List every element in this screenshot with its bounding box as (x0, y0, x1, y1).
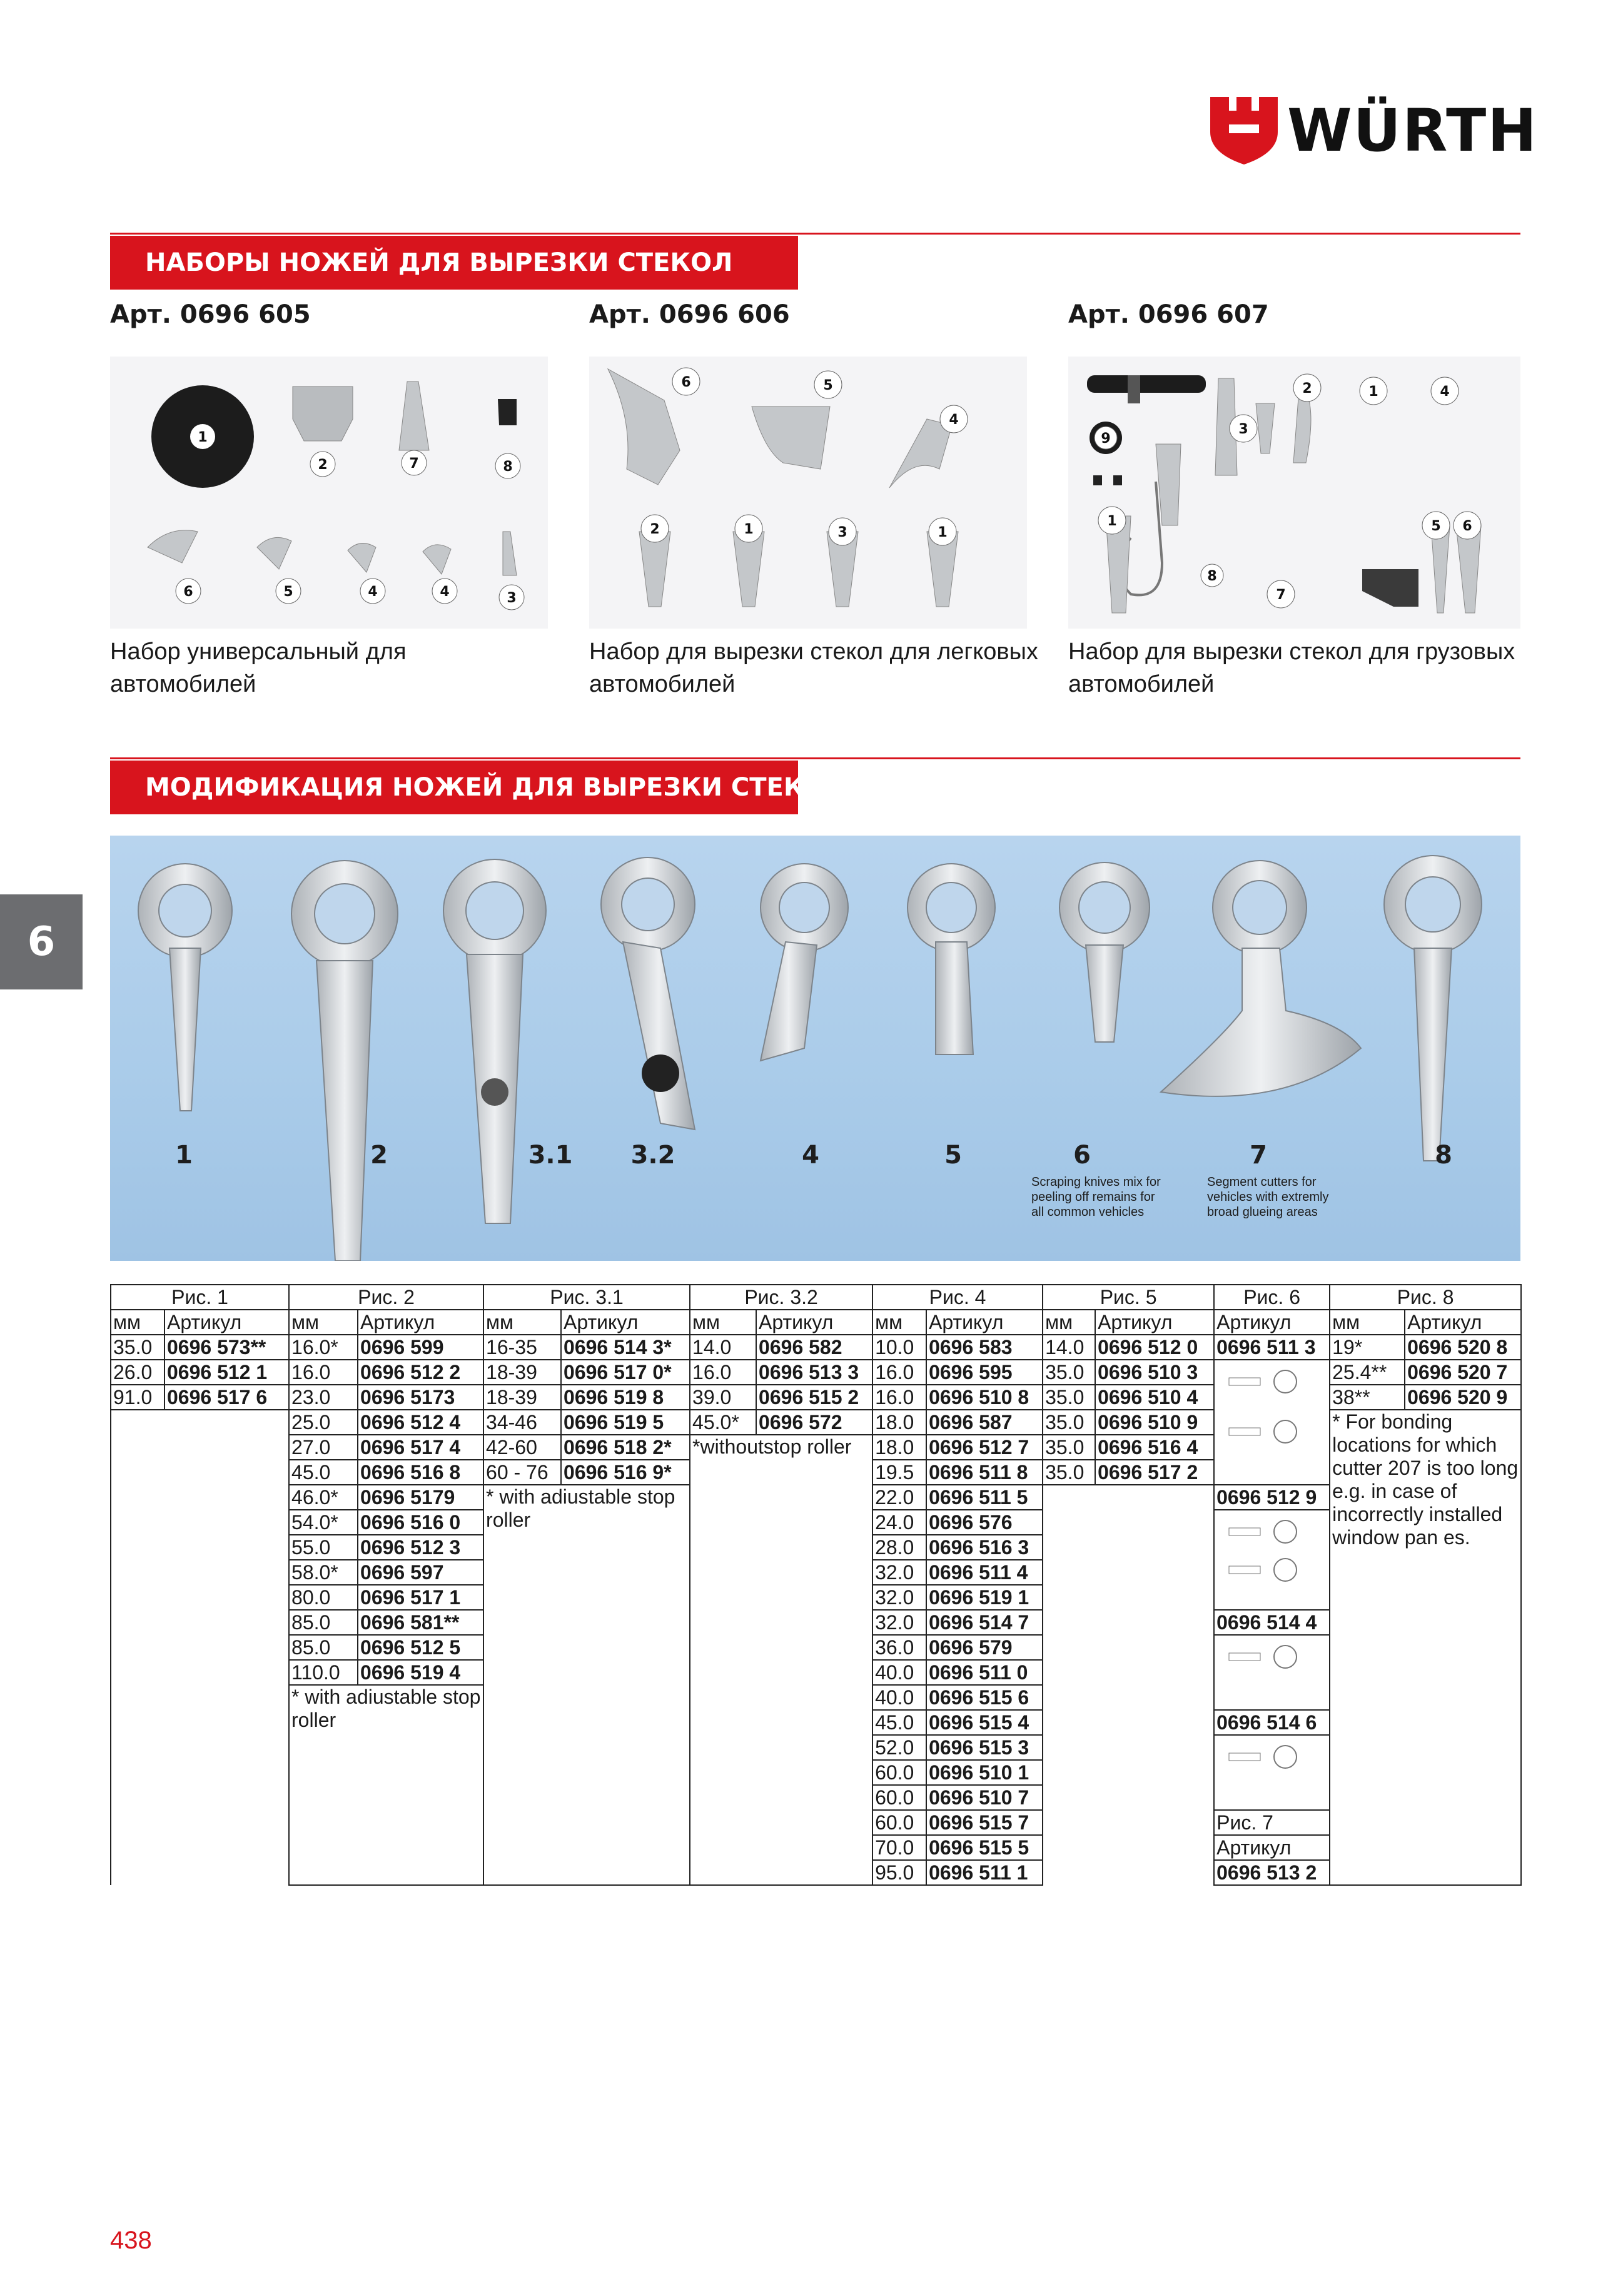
article-cell: 0696 519 8 (561, 1385, 690, 1410)
section-title-sets: НАБОРЫ НОЖЕЙ ДЛЯ ВЫРЕЗКИ СТЕКОЛ (110, 236, 798, 290)
fig-header: Рис. 1 (111, 1285, 289, 1310)
fig-num-8: 8 (1435, 1141, 1452, 1170)
size-cell: 52.0 (872, 1735, 926, 1760)
article-cell: 0696 511 0 (926, 1660, 1043, 1685)
blade-diagram-icon (1229, 1370, 1297, 1393)
set-caption-2 (589, 635, 1052, 700)
article-cell: 0696 516 8 (358, 1460, 483, 1485)
size-cell: 18-39 (483, 1360, 561, 1385)
set-art-2: Арт. 0696 606 (589, 300, 790, 329)
size-cell: 110.0 (289, 1660, 358, 1685)
size-cell: 80.0 (289, 1585, 358, 1610)
set2-label-5: 3 (837, 525, 847, 540)
set-caption-2-line1: Набор для вырезки стекол для легковых (589, 639, 1038, 665)
size-cell: 24.0 (872, 1510, 926, 1535)
footnote-cell: *withoutstop roller (690, 1435, 872, 1885)
article-cell: 0696 514 6 (1214, 1710, 1330, 1735)
size-cell: 28.0 (872, 1535, 926, 1560)
article-cell: 0696 520 7 (1405, 1360, 1521, 1385)
article-cell: 0696 515 4 (926, 1710, 1043, 1735)
size-cell: 70.0 (872, 1835, 926, 1860)
size-cell: 35.0 (1043, 1385, 1095, 1410)
set1-label-5: 5 (283, 584, 293, 600)
set2-label-1: 5 (823, 378, 833, 393)
size-cell: 10.0 (872, 1335, 926, 1360)
table-subheader-row (111, 1310, 1521, 1335)
set-caption-1-line2: автомобилей (110, 671, 256, 697)
size-cell: 60.0 (872, 1760, 926, 1785)
fig-header: Рис. 4 (872, 1285, 1043, 1310)
article-cell: 0696 514 3* (561, 1335, 690, 1360)
footnote-cell: * For bonding locations for which cutter 207 is too long e.g. in case of incorrectly installed window pan es. (1330, 1410, 1521, 1885)
fig-header: Рис. 6 (1214, 1285, 1330, 1310)
article-cell: 0696 516 9* (561, 1460, 690, 1485)
size-cell: 60 - 76 (483, 1460, 561, 1485)
section-title-mods: МОДИФИКАЦИЯ НОЖЕЙ ДЛЯ ВЫРЕЗКИ СТЕКОЛ (110, 761, 798, 814)
set1-label-4: 6 (183, 584, 193, 600)
size-cell: 22.0 (872, 1485, 926, 1510)
article-cell: 0696 510 1 (926, 1760, 1043, 1785)
article-cell: 0696 512 3 (358, 1535, 483, 1560)
blade-diagram-cell (1214, 1735, 1330, 1810)
fig-num-5: 5 (944, 1141, 962, 1170)
set-image-universal (110, 357, 548, 629)
article-cell: 0696 512 2 (358, 1360, 483, 1385)
size-cell: 35.0 (1043, 1460, 1095, 1485)
set3-label-0: 2 (1302, 381, 1312, 397)
set3-label-9: 7 (1276, 587, 1286, 603)
blade-diagram-cell (1214, 1635, 1330, 1710)
article-cell: 0696 514 7 (926, 1610, 1043, 1635)
article-cell: 0696 512 5 (358, 1635, 483, 1660)
set1-label-2: 7 (409, 456, 419, 472)
article-cell: 0696 516 0 (358, 1510, 483, 1535)
size-cell: 25.4** (1330, 1360, 1405, 1385)
size-cell: 60.0 (872, 1810, 926, 1835)
set3-label-4: 3 (1238, 422, 1248, 437)
set3-label-1: 1 (1368, 384, 1378, 400)
article-cell: 0696 519 4 (358, 1660, 483, 1685)
size-cell: 95.0 (872, 1860, 926, 1885)
fig-header: Рис. 3.1 (483, 1285, 690, 1310)
table-row (111, 1335, 1521, 1360)
art-header: Артикул (561, 1310, 690, 1335)
size-cell: 55.0 (289, 1535, 358, 1560)
set-caption-3-line1: Набор для вырезки стекол для грузовых (1068, 639, 1515, 665)
fig-header: Рис. 8 (1330, 1285, 1521, 1310)
set1-label-8: 3 (507, 590, 517, 606)
blade-diagram-cell (1214, 1360, 1330, 1485)
size-cell: 32.0 (872, 1610, 926, 1635)
fig-num-6: 6 (1073, 1141, 1091, 1170)
article-cell: 0696 514 4 (1214, 1610, 1330, 1635)
article-cell: 0696 513 2 (1214, 1860, 1330, 1885)
table-row (111, 1360, 1521, 1385)
article-cell: 0696 515 5 (926, 1835, 1043, 1860)
article-cell: 0696 510 4 (1095, 1385, 1214, 1410)
size-cell: 40.0 (872, 1685, 926, 1710)
article-cell: 0696 583 (926, 1335, 1043, 1360)
size-cell: 85.0 (289, 1635, 358, 1660)
blade-diagram-icon (1229, 1646, 1297, 1668)
size-cell: 23.0 (289, 1385, 358, 1410)
size-cell: 19* (1330, 1335, 1405, 1360)
blade-diagram-icon (1229, 1746, 1297, 1768)
article-cell: 0696 587 (926, 1410, 1043, 1435)
article-cell: 0696 519 5 (561, 1410, 690, 1435)
set3-label-6: 8 (1207, 569, 1217, 584)
size-cell: 39.0 (690, 1385, 756, 1410)
mm-header: мм (1043, 1310, 1095, 1335)
size-cell: 25.0 (289, 1410, 358, 1435)
fig-header: Рис. 3.2 (690, 1285, 872, 1310)
article-cell: 0696 517 2 (1095, 1460, 1214, 1485)
set3-label-2: 4 (1440, 384, 1450, 400)
article-cell: 0696 513 3 (756, 1360, 872, 1385)
article-cell: 0696 512 1 (164, 1360, 289, 1385)
article-cell: 0696 517 6 (164, 1385, 289, 1410)
set3-label-5: 1 (1107, 513, 1117, 529)
article-cell: 0696 572 (756, 1410, 872, 1435)
size-cell: 45.0* (690, 1410, 756, 1435)
article-cell: 0696 511 1 (926, 1860, 1043, 1885)
set-caption-1-line1: Набор универсальный для (110, 639, 407, 665)
article-cell: 0696 5173 (358, 1385, 483, 1410)
set3-label-3: 9 (1101, 431, 1111, 447)
fig-note-6: Scraping knives mix for peeling off remains for all common vehicles (1031, 1175, 1161, 1219)
size-cell: 32.0 (872, 1585, 926, 1610)
brand-name: WÜRTH (1287, 97, 1538, 165)
blade-diagram-cell (1214, 1510, 1330, 1610)
article-cell: 0696 516 3 (926, 1535, 1043, 1560)
fig-header: Рис. 5 (1043, 1285, 1214, 1310)
article-cell: 0696 518 2* (561, 1435, 690, 1460)
article-cell: 0696 581** (358, 1610, 483, 1635)
blade-diagram-icon (1229, 1559, 1297, 1581)
mm-header: мм (289, 1310, 358, 1335)
size-cell: 91.0 (111, 1385, 164, 1410)
wurth-logo (1210, 97, 1278, 168)
mm-header: мм (872, 1310, 926, 1335)
size-cell: 38** (1330, 1385, 1405, 1410)
fig-num-3-1: 3.1 (528, 1141, 573, 1170)
article-cell: 0696 511 5 (926, 1485, 1043, 1510)
size-cell: 32.0 (872, 1560, 926, 1585)
fig-header: Рис. 2 (289, 1285, 483, 1310)
size-cell: 14.0 (690, 1335, 756, 1360)
article-cell: 0696 511 3 (1214, 1335, 1330, 1360)
art-header: Артикул (1214, 1310, 1330, 1335)
size-cell: 45.0 (289, 1460, 358, 1485)
mm-header: мм (1330, 1310, 1405, 1335)
article-cell: 0696 597 (358, 1560, 483, 1585)
article-cell: 0696 595 (926, 1360, 1043, 1385)
set1-label-7: 4 (440, 584, 450, 600)
fig-header: Рис. 7 (1214, 1810, 1330, 1835)
article-cell: 0696 510 7 (926, 1785, 1043, 1810)
fig-num-4: 4 (802, 1141, 819, 1170)
art-header: Артикул (1095, 1310, 1214, 1335)
article-cell: 0696 517 0* (561, 1360, 690, 1385)
article-cell: 0696 512 4 (358, 1410, 483, 1435)
size-cell: 58.0* (289, 1560, 358, 1585)
set1-label-1: 2 (318, 457, 328, 473)
article-cell: 0696 515 7 (926, 1810, 1043, 1835)
article-cell: 0696 512 7 (926, 1435, 1043, 1460)
size-cell: 34-46 (483, 1410, 561, 1435)
empty-cell (1043, 1485, 1214, 1885)
size-cell: 54.0* (289, 1510, 358, 1535)
size-cell: 35.0 (111, 1335, 164, 1360)
size-cell: 40.0 (872, 1660, 926, 1685)
set3-label-8: 6 (1462, 518, 1472, 534)
size-cell: 16.0 (872, 1360, 926, 1385)
set3-label-7: 5 (1431, 518, 1441, 534)
size-cell: 35.0 (1043, 1435, 1095, 1460)
set-caption-3 (1068, 635, 1520, 700)
article-cell: 0696 510 8 (926, 1385, 1043, 1410)
set2-label-2: 4 (949, 412, 959, 428)
article-cell: 0696 520 8 (1405, 1335, 1521, 1360)
set1-label-0: 1 (198, 430, 208, 445)
art-header: Артикул (756, 1310, 872, 1335)
article-cell: 0696 573** (164, 1335, 289, 1360)
chapter-tab: 6 (0, 894, 83, 989)
blade-diagram-icon (1229, 1420, 1297, 1443)
wurth-logo-icon (1210, 97, 1278, 164)
set2-label-4: 1 (744, 522, 754, 537)
size-cell: 35.0 (1043, 1410, 1095, 1435)
section-rule (110, 757, 1520, 759)
art-header: Артикул (1405, 1310, 1521, 1335)
article-cell: 0696 512 0 (1095, 1335, 1214, 1360)
size-cell: 16.0* (289, 1335, 358, 1360)
page-number: 438 (110, 2227, 152, 2254)
fig-header: Артикул (1214, 1835, 1330, 1860)
article-cell: 0696 511 8 (926, 1460, 1043, 1485)
size-cell: 26.0 (111, 1360, 164, 1385)
size-cell: 85.0 (289, 1610, 358, 1635)
set2-label-6: 1 (938, 525, 948, 540)
set-caption-1 (110, 635, 560, 700)
size-cell: 46.0* (289, 1485, 358, 1510)
mm-header: мм (111, 1310, 164, 1335)
article-cell: 0696 517 4 (358, 1435, 483, 1460)
set-art-1: Арт. 0696 605 (110, 300, 311, 329)
article-cell: 0696 576 (926, 1510, 1043, 1535)
table-header-row (111, 1285, 1521, 1310)
empty-cell (111, 1410, 289, 1885)
size-cell: 45.0 (872, 1710, 926, 1735)
article-cell: 0696 510 9 (1095, 1410, 1214, 1435)
article-table (110, 1284, 1522, 1886)
footnote-cell: * with adiustable stop roller (483, 1485, 690, 1885)
fig-num-3-2: 3.2 (630, 1141, 675, 1170)
set-art-3: Арт. 0696 607 (1068, 300, 1269, 329)
size-cell: 42-60 (483, 1435, 561, 1460)
art-header: Артикул (926, 1310, 1043, 1335)
mm-header: мм (690, 1310, 756, 1335)
set-image-trucks (1068, 357, 1520, 629)
article-cell: 0696 519 1 (926, 1585, 1043, 1610)
section-rule (110, 233, 1520, 235)
set-caption-2-line2: автомобилей (589, 671, 736, 697)
article-cell: 0696 517 1 (358, 1585, 483, 1610)
size-cell: 18.0 (872, 1435, 926, 1460)
size-cell: 16.0 (690, 1360, 756, 1385)
set-image-cars (589, 357, 1027, 629)
blades-photo (110, 836, 1520, 1261)
article-cell: 0696 512 9 (1214, 1485, 1330, 1510)
article-cell: 0696 515 3 (926, 1735, 1043, 1760)
fig-num-2: 2 (370, 1141, 388, 1170)
article-cell: 0696 582 (756, 1335, 872, 1360)
blade-diagram-icon (1229, 1520, 1297, 1543)
size-cell: 35.0 (1043, 1360, 1095, 1385)
size-cell: 18.0 (872, 1410, 926, 1435)
art-header: Артикул (164, 1310, 289, 1335)
article-cell: 0696 515 6 (926, 1685, 1043, 1710)
article-cell: 0696 599 (358, 1335, 483, 1360)
size-cell: 16.0 (872, 1385, 926, 1410)
article-cell: 0696 5179 (358, 1485, 483, 1510)
article-cell: 0696 515 2 (756, 1385, 872, 1410)
size-cell: 16-35 (483, 1335, 561, 1360)
fig-num-7: 7 (1250, 1141, 1267, 1170)
article-cell: 0696 516 4 (1095, 1435, 1214, 1460)
fig-num-1: 1 (175, 1141, 193, 1170)
set-caption-3-line2: автомобилей (1068, 671, 1215, 697)
set1-label-3: 8 (503, 459, 513, 475)
article-cell: 0696 579 (926, 1635, 1043, 1660)
set2-label-3: 2 (650, 522, 660, 537)
article-cell: 0696 520 9 (1405, 1385, 1521, 1410)
size-cell: 19.5 (872, 1460, 926, 1485)
set1-label-6: 4 (368, 584, 378, 600)
size-cell: 16.0 (289, 1360, 358, 1385)
article-cell: 0696 511 4 (926, 1560, 1043, 1585)
fig-note-7: Segment cutters for vehicles with extremly broad glueing areas (1207, 1175, 1329, 1219)
size-cell: 60.0 (872, 1785, 926, 1810)
size-cell: 14.0 (1043, 1335, 1095, 1360)
set2-label-0: 6 (681, 375, 691, 390)
size-cell: 27.0 (289, 1435, 358, 1460)
art-header: Артикул (358, 1310, 483, 1335)
size-cell: 36.0 (872, 1635, 926, 1660)
article-cell: 0696 510 3 (1095, 1360, 1214, 1385)
size-cell: 18-39 (483, 1385, 561, 1410)
mm-header: мм (483, 1310, 561, 1335)
footnote-cell: * with adiustable stop roller (289, 1685, 483, 1885)
